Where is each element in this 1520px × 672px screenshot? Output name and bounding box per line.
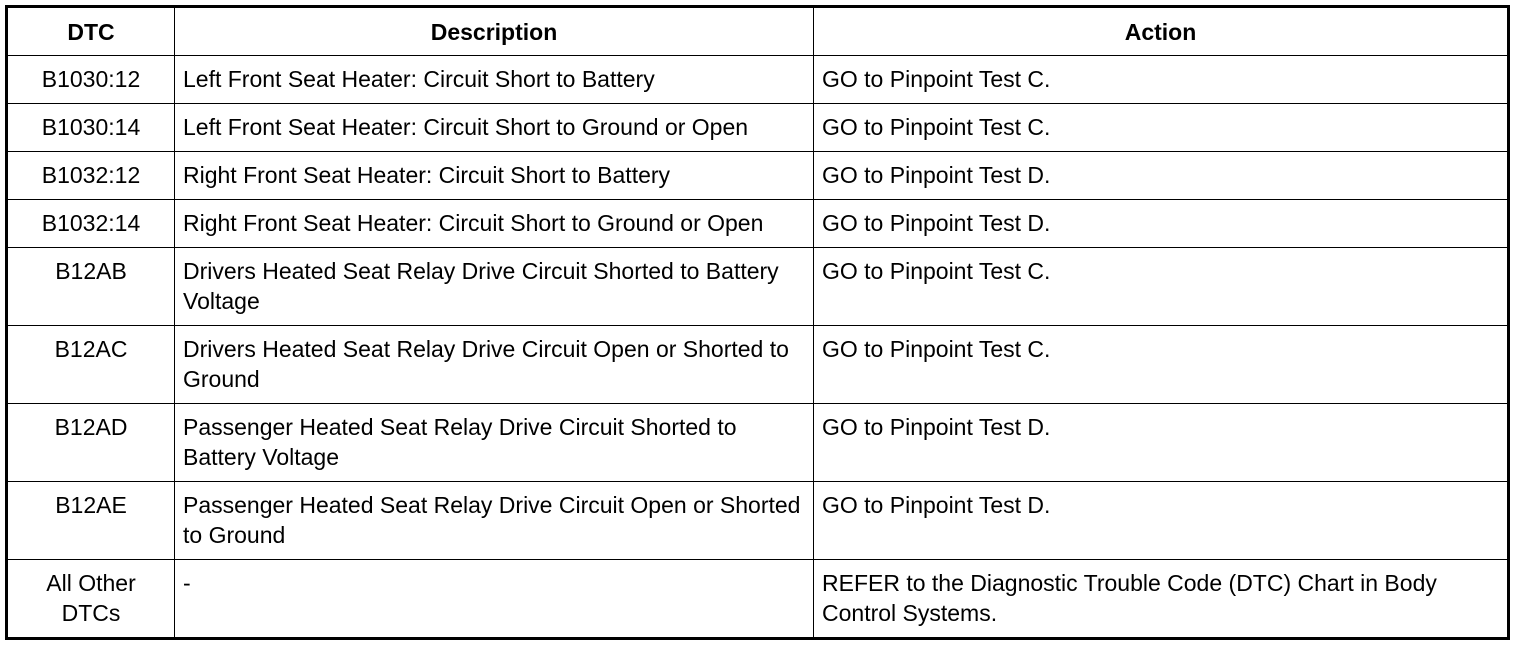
cell-description: Left Front Seat Heater: Circuit Short to Ground or Open (175, 104, 814, 152)
cell-description: - (175, 560, 814, 639)
cell-dtc: B1030:14 (7, 104, 175, 152)
table-row (7, 200, 1509, 248)
header-description: Description (175, 7, 814, 56)
table-row (7, 248, 1509, 326)
table-row (7, 104, 1509, 152)
cell-action: GO to Pinpoint Test D. (814, 200, 1509, 248)
table-row (7, 326, 1509, 404)
cell-dtc: B1032:12 (7, 152, 175, 200)
header-action: Action (814, 7, 1509, 56)
table-row (7, 404, 1509, 482)
cell-description: Right Front Seat Heater: Circuit Short to Ground or Open (175, 200, 814, 248)
cell-action: REFER to the Diagnostic Trouble Code (DTC) Chart in Body Control Systems. (814, 560, 1509, 639)
cell-description: Drivers Heated Seat Relay Drive Circuit Open or Shorted to Ground (175, 326, 814, 404)
cell-action: GO to Pinpoint Test C. (814, 104, 1509, 152)
cell-action: GO to Pinpoint Test C. (814, 56, 1509, 104)
dtc-table (5, 5, 1510, 640)
table-row (7, 56, 1509, 104)
cell-dtc: B12AC (7, 326, 175, 404)
cell-dtc: B1032:14 (7, 200, 175, 248)
cell-dtc: B12AB (7, 248, 175, 326)
table-row (7, 482, 1509, 560)
cell-dtc: B1030:12 (7, 56, 175, 104)
cell-description: Left Front Seat Heater: Circuit Short to Battery (175, 56, 814, 104)
cell-description: Drivers Heated Seat Relay Drive Circuit Shorted to Battery Voltage (175, 248, 814, 326)
cell-dtc: B12AE (7, 482, 175, 560)
cell-dtc: B12AD (7, 404, 175, 482)
cell-dtc: All Other DTCs (7, 560, 175, 639)
header-dtc: DTC (7, 7, 175, 56)
cell-action: GO to Pinpoint Test D. (814, 482, 1509, 560)
cell-action: GO to Pinpoint Test C. (814, 248, 1509, 326)
cell-description: Passenger Heated Seat Relay Drive Circuit Shorted to Battery Voltage (175, 404, 814, 482)
header-row (7, 7, 1509, 56)
cell-action: GO to Pinpoint Test D. (814, 152, 1509, 200)
table-row (7, 560, 1509, 639)
cell-action: GO to Pinpoint Test D. (814, 404, 1509, 482)
table-row (7, 152, 1509, 200)
cell-action: GO to Pinpoint Test C. (814, 326, 1509, 404)
cell-description: Right Front Seat Heater: Circuit Short to Battery (175, 152, 814, 200)
cell-description: Passenger Heated Seat Relay Drive Circuit Open or Shorted to Ground (175, 482, 814, 560)
